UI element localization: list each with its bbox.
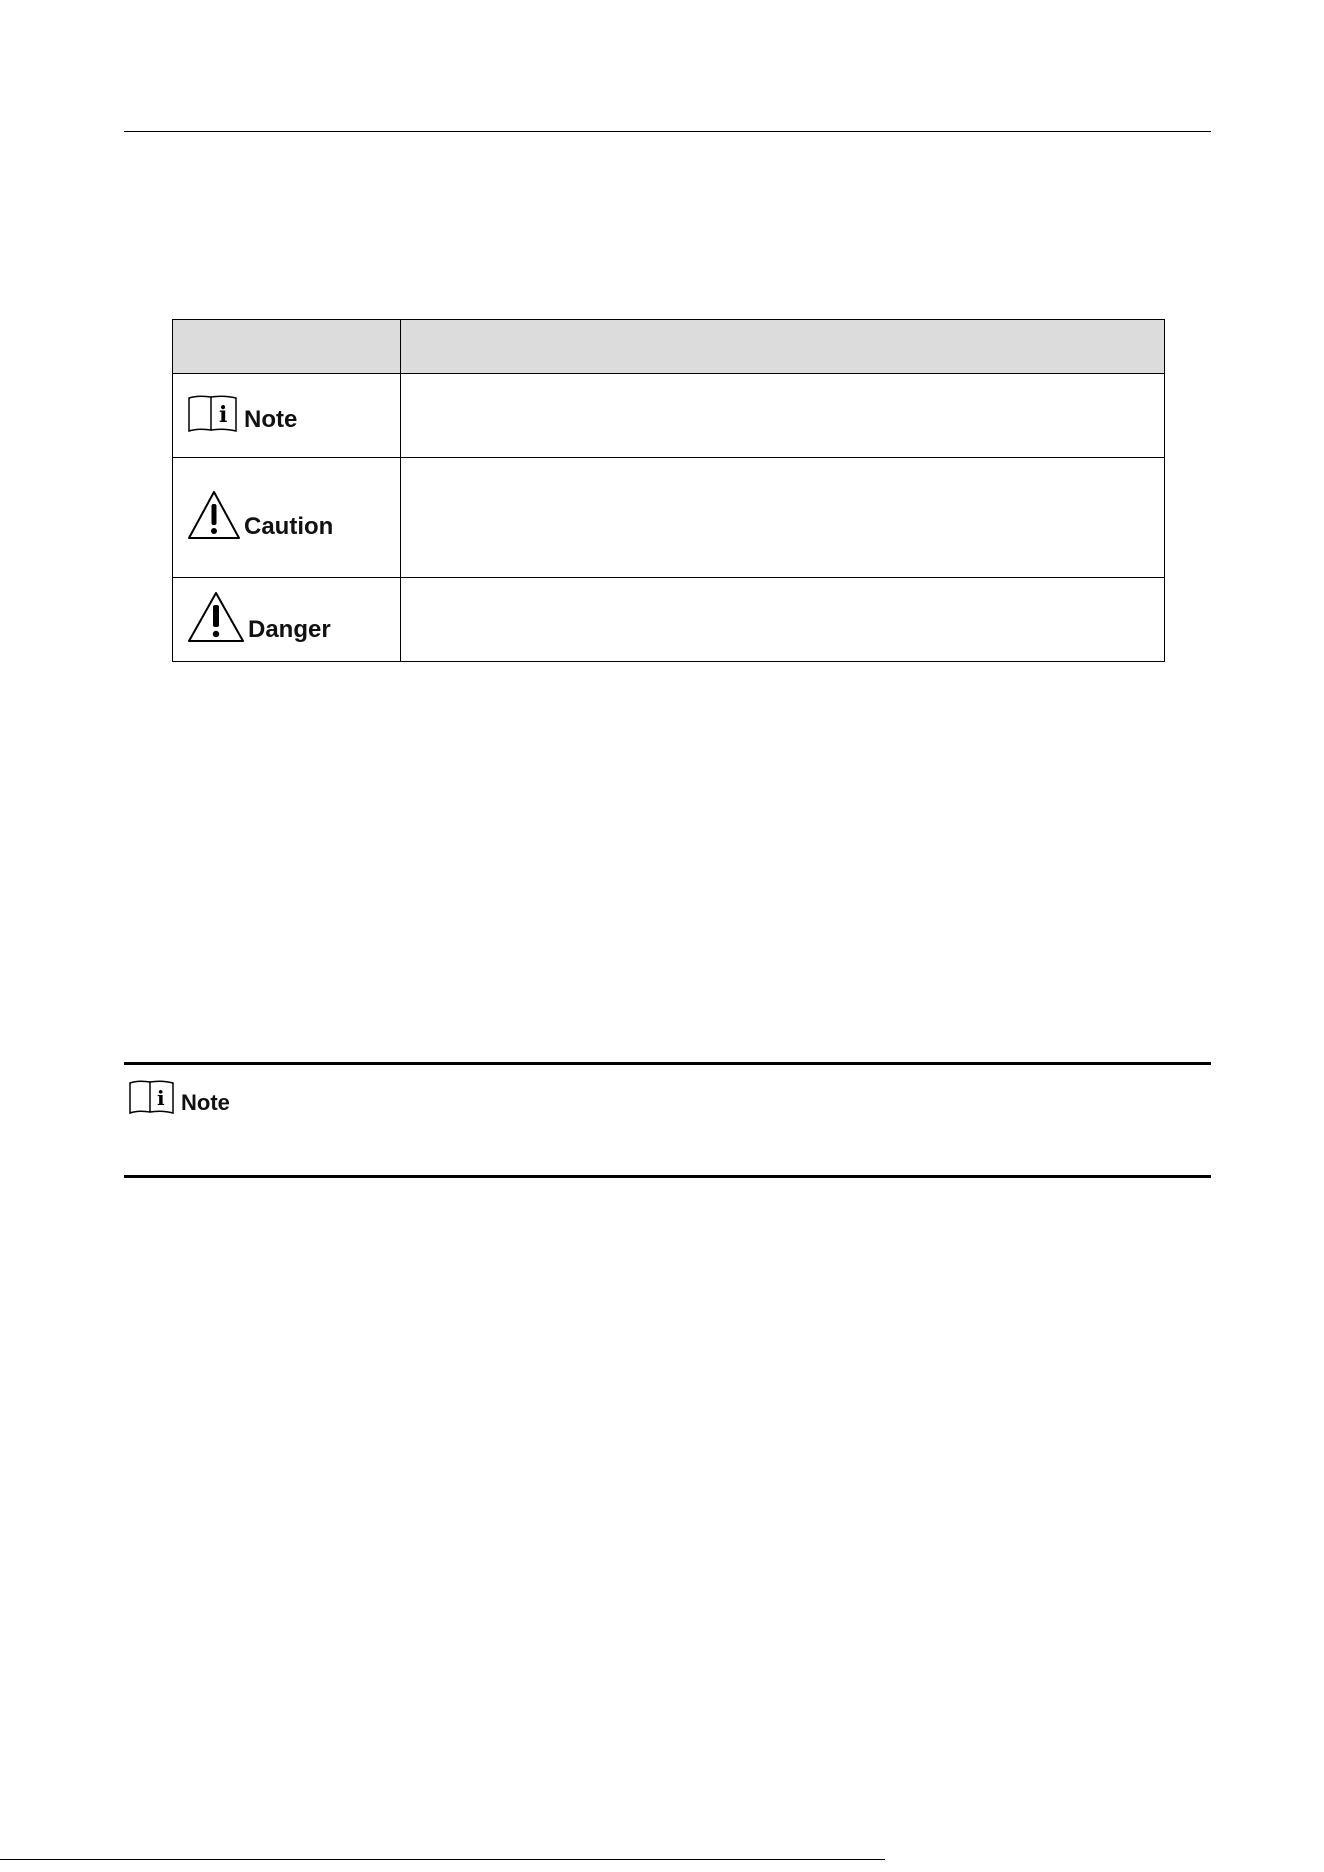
note-top-rule <box>124 1062 1211 1065</box>
book-info-icon <box>127 1078 179 1116</box>
description-cell-danger <box>401 578 1165 662</box>
symbol-conventions-table <box>172 319 1165 662</box>
table-row <box>173 374 1165 458</box>
symbol-cell-danger <box>173 578 401 662</box>
warning-triangle-icon <box>186 590 246 644</box>
table-row <box>173 458 1165 578</box>
note-symbol <box>186 392 297 434</box>
symbol-cell-caution <box>173 458 401 578</box>
symbol-label-note: Note <box>244 406 298 433</box>
note-heading <box>127 1078 230 1116</box>
book-info-icon <box>186 392 242 434</box>
table-row <box>173 578 1165 662</box>
warning-triangle-icon <box>186 489 242 541</box>
danger-symbol <box>186 590 331 644</box>
table-header-description <box>401 320 1165 374</box>
header-rule <box>124 131 1211 132</box>
note-bottom-rule <box>124 1175 1211 1178</box>
symbol-cell-note <box>173 374 401 458</box>
description-cell-caution <box>401 458 1165 578</box>
description-cell-note <box>401 374 1165 458</box>
note-label: Note <box>181 1090 230 1115</box>
symbol-label-danger: Danger <box>248 616 331 643</box>
svg-text:i: i <box>219 402 228 428</box>
symbol-label-caution: Caution <box>244 513 334 540</box>
footer-rule <box>0 1859 885 1860</box>
table-header-symbol <box>173 320 401 374</box>
svg-text:i: i <box>157 1086 165 1110</box>
table-header-row <box>173 320 1165 374</box>
caution-symbol <box>186 489 333 541</box>
